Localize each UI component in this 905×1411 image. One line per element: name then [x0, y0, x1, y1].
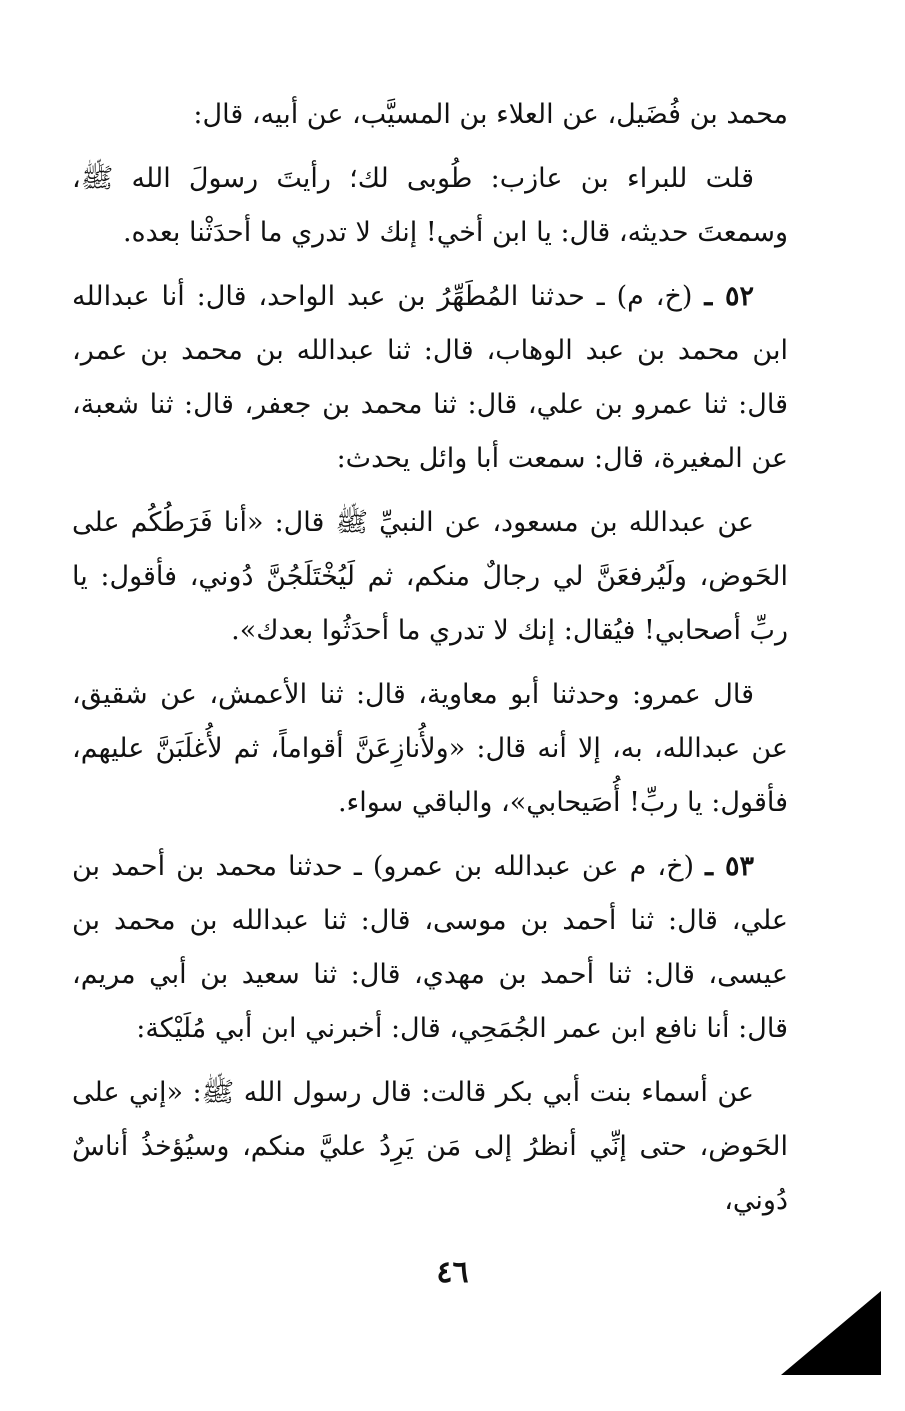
- paragraph-text: عن أسماء بنت أبي بكر قالت: قال رسول الله ﷺ: «إني على الحَوض، حتى إنِّي أنظرُ إلى مَن يَرِدُ عليَّ منكم، وسيُؤخذُ أناسٌ دُوني،: [72, 1077, 788, 1216]
- page-number: ٤٦: [436, 1255, 469, 1290]
- paragraph-text: قلت للبراء بن عازب: طُوبى لك؛ رأيتَ رسولَ الله ﷺ، وسمعتَ حديثه، قال: يا ابن أخي! إنك لا تدري ما أحدَثْنا بعده.: [72, 163, 788, 248]
- hadith-number: ٥٣ ـ: [705, 851, 754, 882]
- paragraph-text: عن عبدالله بن مسعود، عن النبيِّ ﷺ قال: «أنا فَرَطُكُم على الحَوض، ولَيُرفعَنَّ لي رجالٌ منكم، ثم لَيُخْتَلَجُنَّ دُوني، فأقول: يا ربِّ أصحابي! فيُقال: إنك لا تدري ما أحدَثُوا بعدك».: [72, 507, 788, 646]
- paragraph-7: [72, 1066, 788, 1228]
- paragraph-1: [72, 88, 788, 142]
- paragraph-text: (خ، م) ـ حدثنا المُطَهِّرُ بن عبد الواحد، قال: أنا عبدالله ابن محمد بن عبد الوهاب، قال: ثنا عبدالله بن محمد بن عمر، قال: ثنا عمرو بن علي، قال: ثنا محمد بن جعفر، قال: ثنا شعبة، عن المغيرة، قال: سمعت أبا وائل يحدث:: [72, 281, 788, 474]
- paragraph-text: محمد بن فُضَيل، عن العلاء بن المسيَّب، عن أبيه، قال:: [193, 99, 788, 130]
- corner-triangle-shape: [781, 1291, 881, 1375]
- hadith-number: ٥٢ ـ: [704, 281, 754, 312]
- hadith-53: [72, 840, 788, 1056]
- paragraph-text: قال عمرو: وحدثنا أبو معاوية، قال: ثنا الأعمش، عن شقيق، عن عبدالله، به، إلا أنه قال: «ولأُنازِعَنَّ أقواماً، ثم لأُغلَبَنَّ عليهم، فأقول: يا ربِّ! أُصَيحابي»، والباقي سواء.: [72, 679, 788, 818]
- paragraph-2: [72, 152, 788, 260]
- page-corner-triangle: [781, 1291, 881, 1375]
- paragraph-text: (خ، م عن عبدالله بن عمرو) ـ حدثنا محمد بن أحمد بن علي، قال: ثنا أحمد بن موسى، قال: ثنا عبدالله بن محمد بن عيسى، قال: ثنا أحمد بن مهدي، قال: ثنا سعيد بن أبي مريم، قال: أنا نافع ابن عمر الجُمَحِي، قال: أخبرني ابن أبي مُلَيْكة:: [72, 851, 788, 1044]
- paragraph-5: [72, 668, 788, 830]
- hadith-52: [72, 270, 788, 486]
- page-body: [72, 88, 788, 1238]
- paragraph-4: [72, 496, 788, 658]
